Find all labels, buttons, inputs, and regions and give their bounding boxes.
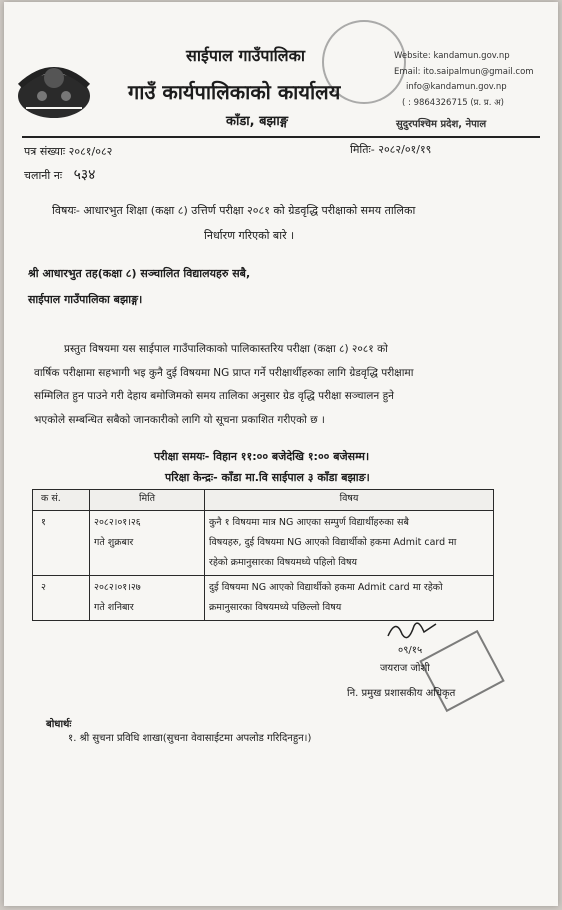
office-location: काँडा, बझाङ्ग <box>226 114 288 129</box>
row-date <box>90 576 205 621</box>
header-date: मिति <box>90 490 205 511</box>
body-line: वार्षिक परीक्षामा सहभागी भइ कुनै दुई विषयमा NG प्राप्त गर्ने परीक्षार्थीहरुका लागि ग्रेडवृद्धि परीक्षामा <box>34 366 414 379</box>
office-name: गाउँ कार्यपालिकाको कार्यालय <box>128 80 341 104</box>
recipient-line-1: श्री आधारभुत तह(कक्षा ८) सञ्चालित विद्यालयहरु सबै, <box>28 267 251 280</box>
row-subject-line: दुई विषयमा NG आएको विद्यार्थीको हकमा Admit card मा रहेको <box>209 582 443 593</box>
email-secondary: info@kandamun.gov.np <box>406 82 507 92</box>
subject-line-1: विषयः- आधारभुत शिक्षा (कक्षा ८) उत्तिर्ण परीक्षा २०८१ को ग्रेडवृद्धि परीक्षाको समय तालिका <box>52 204 416 217</box>
recipient-line-2: साईपाल गाउँपालिका बझाङ्ग। <box>28 293 143 306</box>
website: Website: kandamun.gov.np <box>394 51 510 61</box>
body-line: भएकोले सम्बन्धित सबैको जानकारीको लागि यो सूचना प्रकाशित गरीएको छ । <box>34 413 325 426</box>
body-line: प्रस्तुत विषयमा यस साईपाल गाउँपालिकाको पालिकास्तरिय परीक्षा (कक्षा ८) २०८१ को <box>64 343 388 355</box>
signatory-title: नि. प्रमुख प्रशासकीय अधिकृत <box>347 688 456 699</box>
cc-item: १. श्री सुचना प्रविधि शाखा(सुचना वेवासाईटमा अपलोड गरिदिनहुन।) <box>68 733 312 744</box>
row-day: गते शनिबार <box>94 602 134 613</box>
row-subject-line: कुनै १ विषयमा मात्र NG आएका सम्पुर्ण विद्यार्थीहरुका सबै <box>209 517 409 528</box>
table-row <box>33 511 494 576</box>
signature-date: ०९/१५ <box>398 645 423 656</box>
dispatch-label: चलानी नः <box>24 169 63 182</box>
table-header-row <box>33 490 494 511</box>
letter-page <box>4 2 558 906</box>
reference-number: पत्र संख्याः २०८१/०८२ <box>24 145 113 158</box>
handwritten-signature <box>384 616 444 656</box>
cc-label: बोधार्थः <box>46 719 72 730</box>
row-subject-line: क्रमानुसारका विषयमध्ये पछिल्लो विषय <box>209 602 342 613</box>
dispatch-number <box>24 165 95 184</box>
header-serial: क सं. <box>33 490 90 511</box>
row-subject-line: रहेको क्रमानुसारका विषयमध्ये पहिलो विषय <box>209 557 358 568</box>
row-date-value: २०८२।०१।२७ <box>94 582 141 593</box>
table-row <box>33 576 494 621</box>
subject-line-2: निर्धारण गरिएको बारे । <box>204 229 295 242</box>
body-paragraph <box>34 338 536 432</box>
exam-schedule-table <box>32 489 494 621</box>
dispatch-value: ५३४ <box>73 167 96 183</box>
exam-center: परिक्षा केन्द्रः- काँडा मा.वि साईपाल ३ काँडा बझाङ। <box>165 471 370 484</box>
province: सुदुरपश्चिम प्रदेश, नेपाल <box>396 119 487 130</box>
header-divider <box>22 136 540 138</box>
municipality-name: साईपाल गाउँपालिका <box>186 46 306 65</box>
exam-time: परीक्षा समयः- विहान ११:०० बजेदेखि १:०० बजेसम्म। <box>154 450 370 463</box>
row-serial: १ <box>33 511 90 576</box>
row-date <box>90 511 205 576</box>
letter-date: मितिः- २०८२/०१/१९ <box>350 143 432 156</box>
row-day: गते शुक्रबार <box>94 537 134 548</box>
phone: ( : 9864326715 (प्र. प्र. अ) <box>402 98 504 108</box>
row-date-value: २०८२।०१।२६ <box>94 517 141 528</box>
nepal-emblem-icon <box>12 56 96 122</box>
body-line: सम्मिलित हुन पाउने गरी देहाय बमोजिमको समय तालिका अनुसार ग्रेड वृद्धि परीक्षा सञ्चालन हुने <box>34 390 394 402</box>
signatory-name: जयराज जोशी <box>380 663 430 674</box>
email: Email: ito.saipalmun@gmail.com <box>394 67 534 77</box>
row-subject <box>205 576 494 621</box>
row-subject <box>205 511 494 576</box>
row-subject-line: विषयहरु, दुई विषयमा NG आएको विद्यार्थीको हकमा Admit card मा <box>209 537 457 548</box>
header-subject: विषय <box>205 490 494 511</box>
row-serial: २ <box>33 576 90 621</box>
